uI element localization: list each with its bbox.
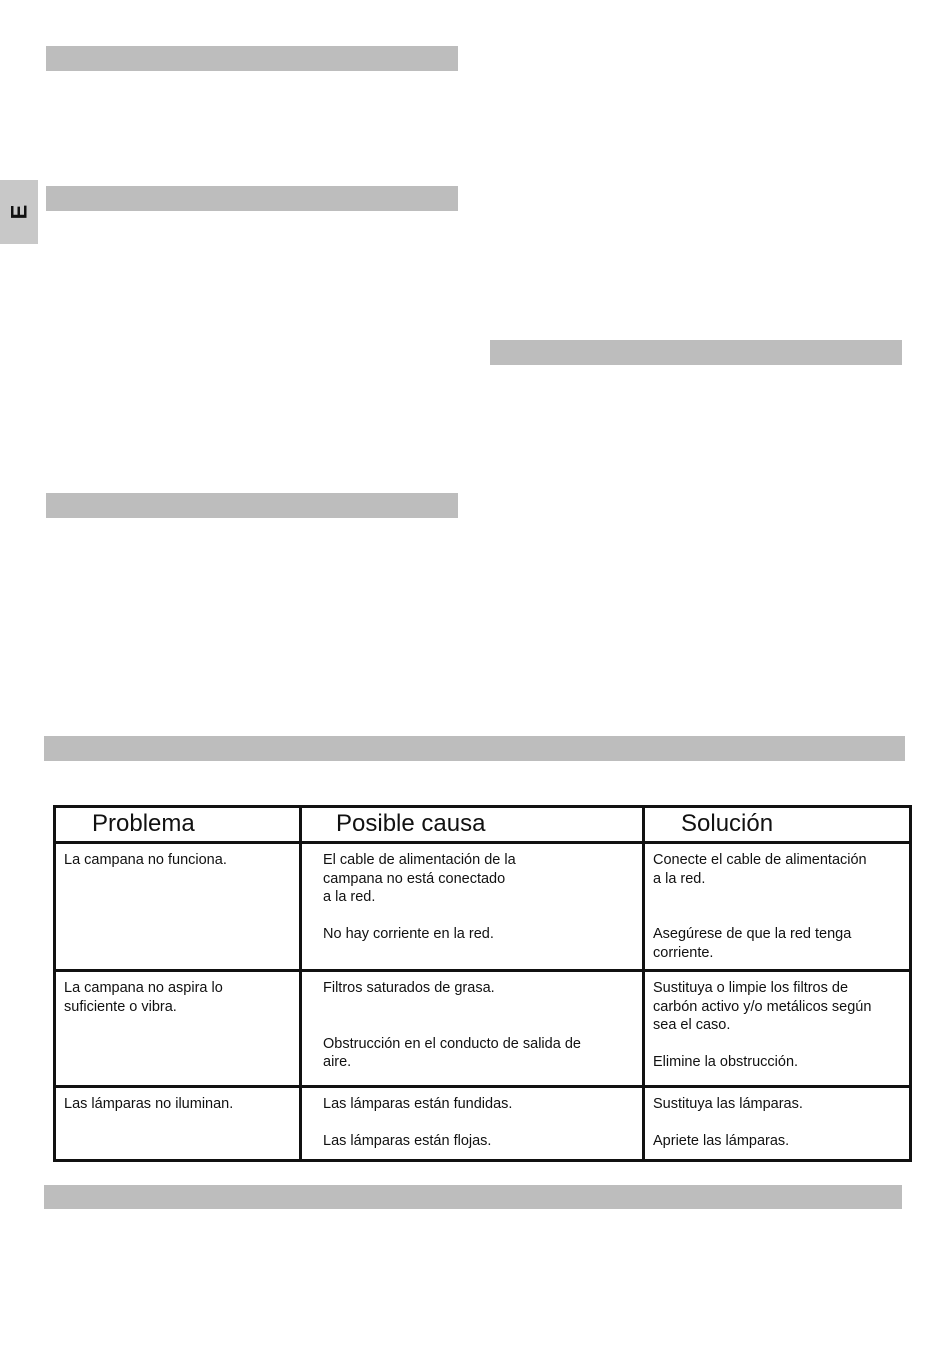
solution-cell: Conecte el cable de alimentación a la red. Asegúrese de que la red tenga corriente. — [644, 843, 911, 971]
section-header-bar-6 — [44, 1185, 902, 1209]
table-row — [55, 843, 911, 971]
cause-cell: Las lámparas están fundidas. Las lámparas están flojas. — [301, 1087, 644, 1161]
table-row — [55, 971, 911, 1087]
section-header-bar-1 — [46, 46, 458, 71]
section-header-bar-4 — [46, 493, 458, 518]
language-tab-letter: E — [6, 204, 31, 220]
troubleshooting-table — [53, 805, 912, 1162]
solution-cell: Sustituya o limpie los filtros de carbón activo y/o metálicos según sea el caso. Elimine la obstrucción. — [644, 971, 911, 1087]
header-cause: Posible causa — [301, 807, 644, 843]
problem-cell: La campana no funciona. — [55, 843, 301, 971]
table-header-row — [55, 807, 911, 843]
header-problem: Problema — [55, 807, 301, 843]
header-solution: Solución — [644, 807, 911, 843]
cause-cell: Filtros saturados de grasa. Obstrucción en el conducto de salida de aire. — [301, 971, 644, 1087]
section-header-bar-3 — [490, 340, 902, 365]
section-header-bar-2 — [46, 186, 458, 211]
problem-cell: Las lámparas no iluminan. — [55, 1087, 301, 1161]
table-row — [55, 1087, 911, 1161]
solution-cell: Sustituya las lámparas. Apriete las lámparas. — [644, 1087, 911, 1161]
troubleshooting-header-bar — [44, 736, 905, 761]
cause-cell: El cable de alimentación de la campana no está conectado a la red. No hay corriente en la red. — [301, 843, 644, 971]
language-tab — [0, 180, 38, 244]
problem-cell: La campana no aspira lo suficiente o vibra. — [55, 971, 301, 1087]
